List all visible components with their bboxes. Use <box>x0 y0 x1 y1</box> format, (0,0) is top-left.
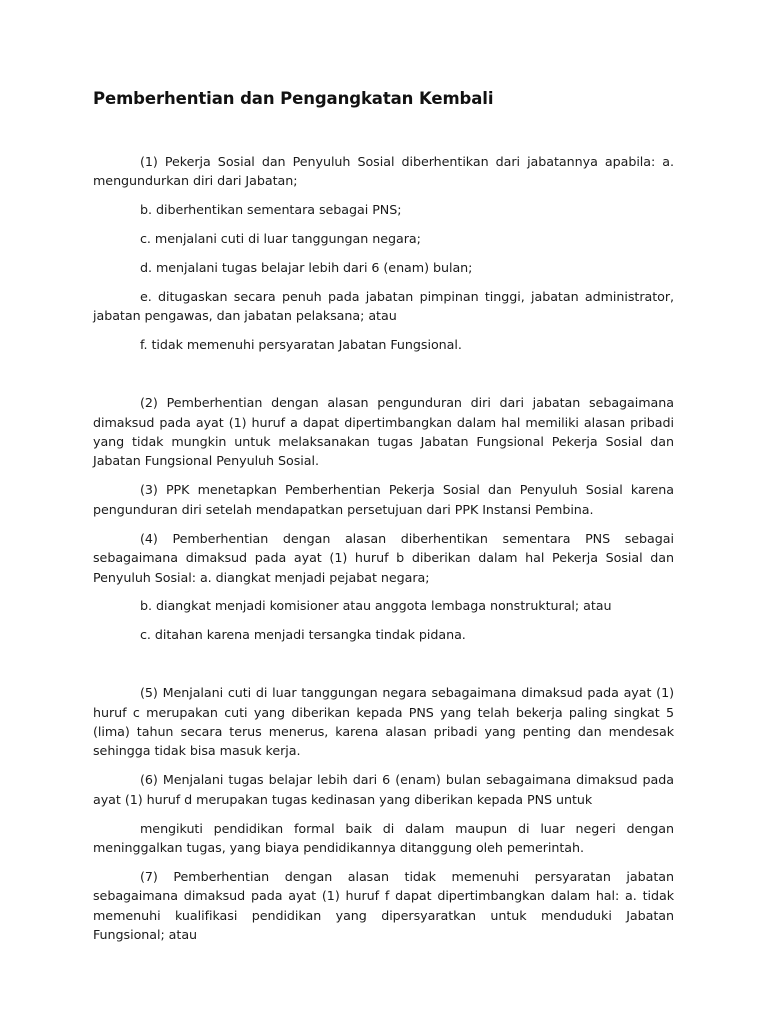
paragraph-ayat-4: (4) Pemberhentian dengan alasan diberhentikan sementara PNS sebagai sebagaimana dimaksud pada ayat (1) huruf b diberikan dalam hal Pekerja Sosial dan Penyuluh Sosial: a. diangkat menjadi pejabat negara; <box>93 530 674 585</box>
list-item-b: b. diberhentikan sementara sebagai PNS; <box>140 202 402 218</box>
paragraph-ayat-7: (7) Pemberhentian dengan alasan tidak memenuhi persyaratan jabatan sebagaimana dimaksud pada ayat (1) huruf f dapat dipertimbangkan dalam hal: a. tidak memenuhi kualifikasi pendidikan yang dipersyaratkan untuk menduduki Jabatan Fungsional; atau <box>93 868 674 943</box>
paragraph-ayat-3: (3) PPK menetapkan Pemberhentian Pekerja Sosial dan Penyuluh Sosial karena pengunduran diri setelah mendapatkan persetujuan dari PPK Instansi Pembina. <box>93 482 674 517</box>
paragraph-continuation: mengikuti pendidikan formal baik di dalam maupun di luar negeri dengan meninggalkan tugas, yang biaya pendidikannya ditanggung oleh pemerintah. <box>93 820 674 856</box>
list-item-c: c. menjalani cuti di luar tanggungan negara; <box>140 231 421 247</box>
list-item-b: b. diangkat menjadi komisioner atau anggota lembaga nonstruktural; atau <box>140 598 612 614</box>
paragraph-ayat-5: (5) Menjalani cuti di luar tanggungan negara sebagaimana dimaksud pada ayat (1) huruf c merupakan cuti yang diberikan kepada PNS yang telah bekerja paling singkat 5 (lima) tahun secara terus menerus, karena alasan pribadi yang penting dan mendesak sehingga tidak bisa masuk kerja. <box>93 685 674 759</box>
list-item-c: c. ditahan karena menjadi tersangka tindak pidana. <box>140 627 466 643</box>
paragraph-ayat-1: (1) Pekerja Sosial dan Penyuluh Sosial diberhentikan dari jabatannya apabila: a. mengundurkan diri dari Jabatan; <box>93 154 674 189</box>
paragraph-ayat-2: (2) Pemberhentian dengan alasan pengunduran diri dari jabatan sebagaimana dimaksud pada ayat (1) huruf a dapat dipertimbangkan dalam hal memiliki alasan pribadi yang tidak mungkin untuk melaksanakan tugas Jabatan Fungsional Pekerja Sosial dan Jabatan Fungsional Penyuluh Sosial. <box>93 395 674 469</box>
paragraph-ayat-6: (6) Menjalani tugas belajar lebih dari 6 (enam) bulan sebagaimana dimaksud pada ayat (1) huruf d merupakan tugas kedinasan yang diberikan kepada PNS untuk <box>93 772 674 807</box>
list-item-e: e. ditugaskan secara penuh pada jabatan pimpinan tinggi, jabatan administrator, jabatan pengawas, dan jabatan pelaksana; atau <box>93 289 674 324</box>
document-page <box>93 88 674 954</box>
document-title: Pemberhentian dan Pengangkatan Kembali <box>93 89 494 108</box>
section-gap <box>93 654 674 683</box>
list-item-f: f. tidak memenuhi persyaratan Jabatan Fungsional. <box>140 337 462 353</box>
section-gap <box>93 364 674 393</box>
list-item-d: d. menjalani tugas belajar lebih dari 6 (enam) bulan; <box>140 260 473 276</box>
